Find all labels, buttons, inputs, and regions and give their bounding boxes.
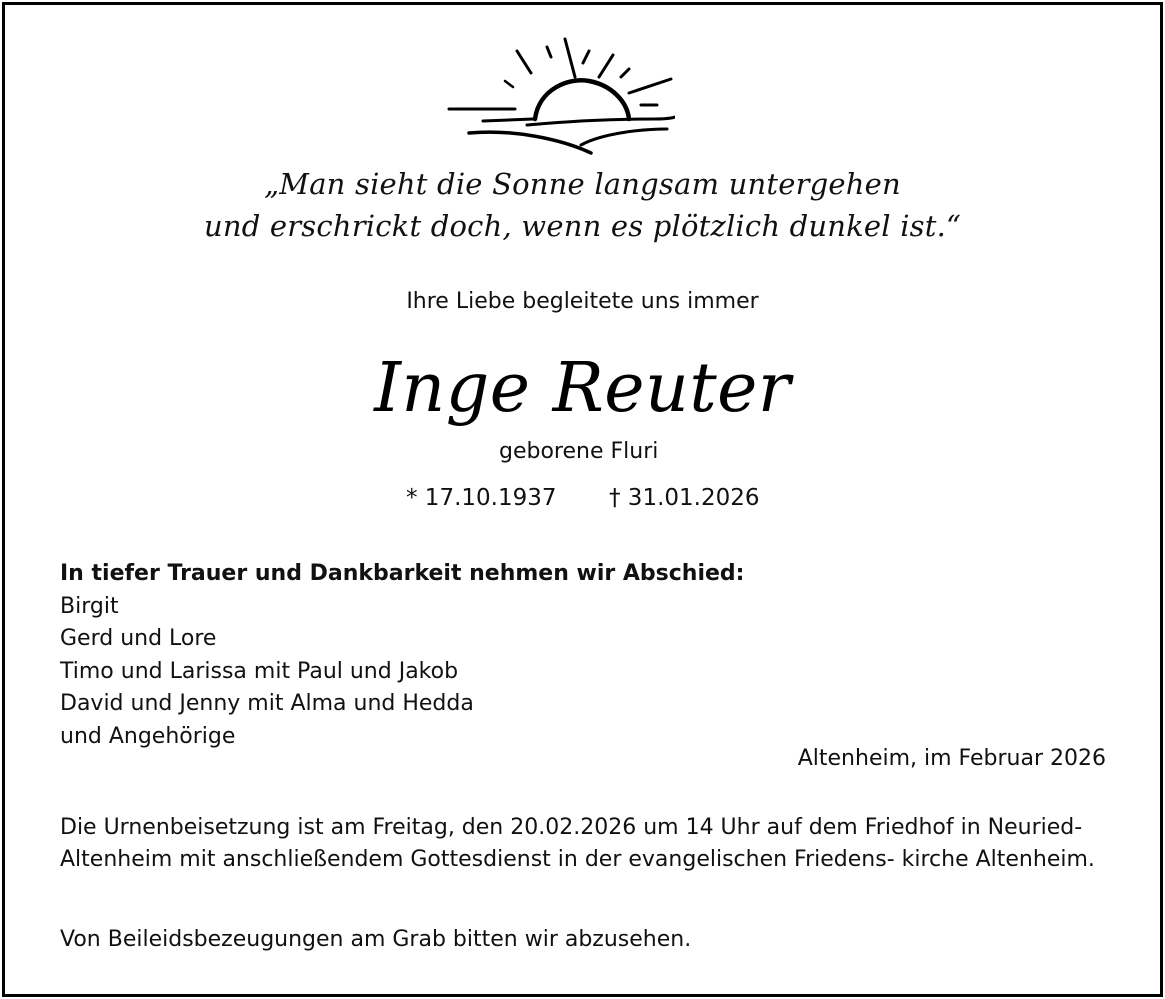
obituary-card bbox=[2, 2, 1163, 997]
mourner-line: David und Jenny mit Alma und Hedda bbox=[60, 691, 474, 716]
mourner-line: und Angehörige bbox=[60, 723, 236, 749]
condolence-notice: Von Beileidsbezeugungen am Grab bitten wir abzusehen. bbox=[60, 927, 692, 952]
quote-line-2: und erschrickt doch, wenn es plötzlich dunkel ist.“ bbox=[203, 209, 962, 243]
death-date: † 31.01.2026 bbox=[609, 485, 760, 511]
mourner-line: Timo und Larissa mit Paul und Jakob bbox=[60, 658, 459, 684]
birth-date: * 17.10.1937 bbox=[406, 485, 557, 511]
setting-sun-icon bbox=[443, 33, 675, 157]
place-date: Altenheim, im Februar 2026 bbox=[797, 746, 1106, 771]
mourners-heading: In tiefer Trauer und Dankbarkeit nehmen wir Abschied: bbox=[60, 561, 745, 586]
birth-name: geborene Fluri bbox=[499, 439, 659, 464]
mourner-line: Birgit bbox=[60, 593, 119, 619]
lead-text: Ihre Liebe begleitete uns immer bbox=[406, 289, 759, 314]
mourners-block bbox=[60, 558, 744, 753]
quote-line-1: „Man sieht die Sonne langsam untergehen bbox=[264, 167, 901, 201]
mourner-line: Gerd und Lore bbox=[60, 626, 217, 651]
funeral-notice: Die Urnenbeisetzung ist am Freitag, den 20.02.2026 um 14 Uhr auf dem Friedhof in Neuried-Altenheim mit anschließendem Gottesdienst in der evangelischen Friedens- kirche Altenheim. bbox=[60, 815, 1095, 872]
deceased-name: Inge Reuter bbox=[374, 349, 791, 428]
